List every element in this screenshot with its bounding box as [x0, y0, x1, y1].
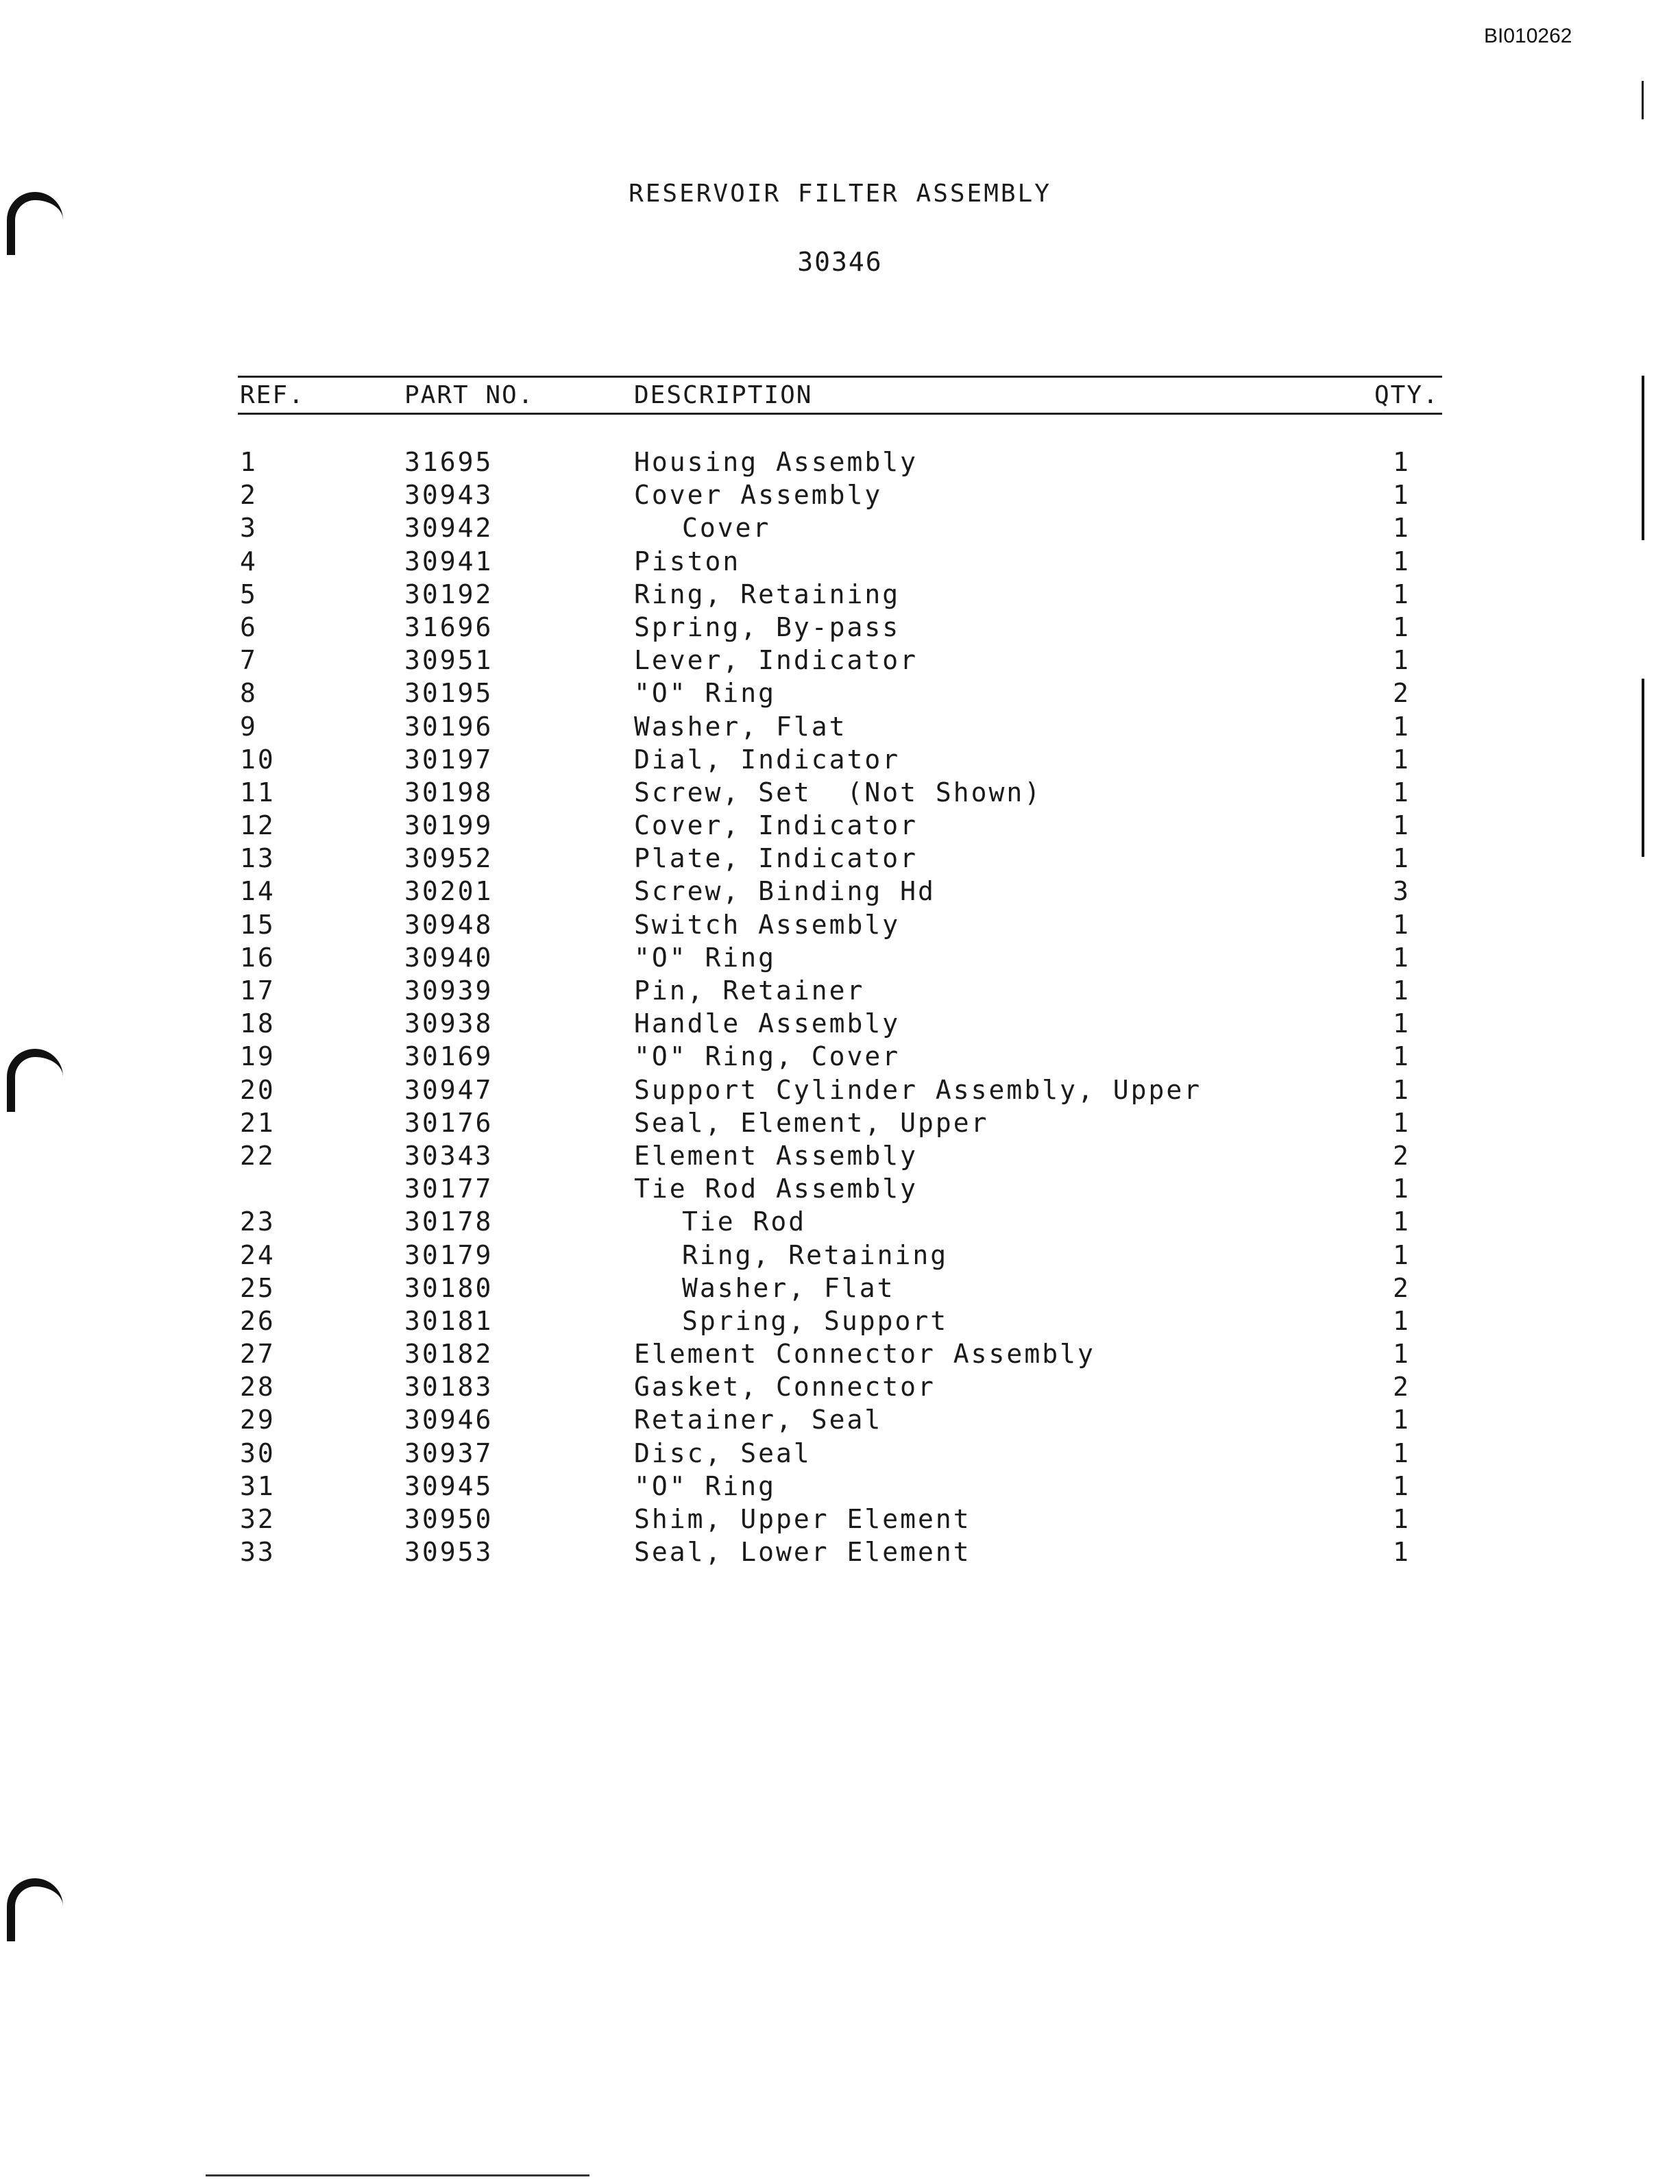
ref-cell: 27 — [240, 1339, 276, 1370]
description-cell: Washer, Flat — [634, 711, 847, 742]
qty-cell: 1 — [1393, 1437, 1411, 1468]
table-row — [0, 843, 1680, 876]
table-row — [0, 1008, 1680, 1041]
ref-cell: 12 — [240, 810, 276, 841]
ref-cell: 9 — [240, 711, 258, 742]
ref-cell: 19 — [240, 1041, 276, 1072]
qty-cell: 1 — [1393, 909, 1411, 940]
ref-cell: 3 — [240, 513, 258, 544]
qty-cell: 1 — [1393, 942, 1411, 973]
header-qty: QTY. — [1374, 381, 1439, 409]
table-row — [0, 975, 1680, 1008]
description-cell: "O" Ring, Cover — [634, 1041, 901, 1072]
qty-cell: 1 — [1393, 480, 1411, 511]
ref-cell: 20 — [240, 1074, 276, 1105]
description-cell: Switch Assembly — [634, 909, 901, 940]
description-cell: Plate, Indicator — [634, 843, 918, 874]
qty-cell: 1 — [1393, 1239, 1411, 1270]
table-row — [0, 513, 1680, 546]
table-row — [0, 1471, 1680, 1504]
part-no-cell: 30169 — [404, 1041, 494, 1072]
table-row — [0, 1438, 1680, 1471]
page-title: RESERVOIR FILTER ASSEMBLY — [629, 180, 1051, 208]
part-no-cell: 30951 — [404, 645, 494, 676]
ref-cell: 33 — [240, 1537, 276, 1568]
table-row — [0, 1206, 1680, 1239]
part-no-cell: 30181 — [404, 1305, 494, 1336]
part-no-cell: 30941 — [404, 546, 494, 577]
description-cell: "O" Ring — [634, 678, 777, 709]
description-cell: Shim, Upper Element — [634, 1504, 971, 1534]
description-cell: Screw, Set (Not Shown) — [634, 777, 1043, 808]
qty-cell: 1 — [1393, 744, 1411, 775]
ref-cell: 29 — [240, 1405, 276, 1435]
table-row — [0, 876, 1680, 909]
description-cell: Cover Assembly — [634, 480, 883, 511]
ref-cell: 23 — [240, 1206, 276, 1237]
part-no-cell: 31696 — [404, 611, 494, 642]
description-cell: "O" Ring — [634, 1470, 777, 1501]
ref-cell: 7 — [240, 645, 258, 676]
binder-hole-bottom — [7, 1878, 63, 1941]
qty-cell: 1 — [1393, 546, 1411, 577]
ref-cell: 22 — [240, 1140, 276, 1171]
table-row — [0, 579, 1680, 612]
table-row — [0, 1504, 1680, 1537]
description-cell: Ring, Retaining — [634, 579, 901, 609]
ref-cell: 26 — [240, 1305, 276, 1336]
description-cell: Element Assembly — [634, 1140, 918, 1171]
qty-cell: 1 — [1393, 1339, 1411, 1370]
table-row — [0, 1075, 1680, 1108]
table-row — [0, 943, 1680, 975]
table-row — [0, 910, 1680, 943]
ref-cell: 15 — [240, 909, 276, 940]
assembly-number: 30346 — [797, 247, 883, 277]
table-row — [0, 1240, 1680, 1273]
table-row — [0, 1273, 1680, 1306]
description-cell: "O" Ring — [634, 942, 777, 973]
qty-cell: 1 — [1393, 579, 1411, 609]
ref-cell: 11 — [240, 777, 276, 808]
table-row — [0, 1108, 1680, 1141]
description-cell: Disc, Seal — [634, 1437, 812, 1468]
part-no-cell: 30198 — [404, 777, 494, 808]
ref-cell: 30 — [240, 1437, 276, 1468]
table-row — [0, 1537, 1680, 1570]
part-no-cell: 30945 — [404, 1470, 494, 1501]
table-row — [0, 447, 1680, 480]
table-row — [0, 546, 1680, 579]
part-no-cell: 30953 — [404, 1537, 494, 1568]
description-cell: Housing Assembly — [634, 447, 918, 477]
table-row — [0, 1141, 1680, 1174]
ref-cell: 32 — [240, 1504, 276, 1534]
description-cell: Element Connector Assembly — [634, 1339, 1095, 1370]
part-no-cell: 30177 — [404, 1174, 494, 1204]
description-cell: Ring, Retaining — [682, 1239, 949, 1270]
qty-cell: 1 — [1393, 777, 1411, 808]
qty-cell: 2 — [1393, 678, 1411, 709]
qty-cell: 1 — [1393, 1537, 1411, 1568]
description-cell: Seal, Lower Element — [634, 1537, 971, 1568]
part-no-cell: 30197 — [404, 744, 494, 775]
table-row — [0, 1306, 1680, 1339]
qty-cell: 1 — [1393, 1405, 1411, 1435]
qty-cell: 1 — [1393, 1107, 1411, 1138]
table-row — [0, 744, 1680, 777]
part-no-cell: 30946 — [404, 1405, 494, 1435]
description-cell: Handle Assembly — [634, 1008, 901, 1039]
description-cell: Dial, Indicator — [634, 744, 901, 775]
ref-cell: 5 — [240, 579, 258, 609]
ref-cell: 10 — [240, 744, 276, 775]
ref-cell: 13 — [240, 843, 276, 874]
part-no-cell: 30937 — [404, 1437, 494, 1468]
description-cell: Retainer, Seal — [634, 1405, 883, 1435]
header-description: DESCRIPTION — [634, 381, 813, 409]
ref-cell: 24 — [240, 1239, 276, 1270]
qty-cell: 1 — [1393, 645, 1411, 676]
ref-cell: 6 — [240, 611, 258, 642]
footer-line — [206, 2174, 589, 2176]
part-no-cell: 30182 — [404, 1339, 494, 1370]
description-cell: Tie Rod Assembly — [634, 1174, 918, 1204]
qty-cell: 1 — [1393, 1174, 1411, 1204]
ref-cell: 21 — [240, 1107, 276, 1138]
part-no-cell: 30942 — [404, 513, 494, 544]
table-row — [0, 777, 1680, 810]
header-ref: REF. — [240, 381, 305, 409]
part-no-cell: 30343 — [404, 1140, 494, 1171]
table-row — [0, 645, 1680, 678]
qty-cell: 1 — [1393, 1305, 1411, 1336]
table-row — [0, 1339, 1680, 1372]
description-cell: Spring, Support — [682, 1305, 949, 1336]
part-no-cell: 30943 — [404, 480, 494, 511]
qty-cell: 2 — [1393, 1272, 1411, 1303]
qty-cell: 1 — [1393, 810, 1411, 841]
qty-cell: 1 — [1393, 1504, 1411, 1534]
description-cell: Seal, Element, Upper — [634, 1107, 989, 1138]
ref-cell: 16 — [240, 942, 276, 973]
part-no-cell: 30950 — [404, 1504, 494, 1534]
qty-cell: 1 — [1393, 447, 1411, 477]
part-no-cell: 30938 — [404, 1008, 494, 1039]
ref-cell: 18 — [240, 1008, 276, 1039]
part-no-cell: 30192 — [404, 579, 494, 609]
table-row — [0, 1405, 1680, 1437]
part-no-cell: 30178 — [404, 1206, 494, 1237]
part-no-cell: 30948 — [404, 909, 494, 940]
table-row — [0, 1041, 1680, 1074]
ref-cell: 25 — [240, 1272, 276, 1303]
qty-cell: 1 — [1393, 513, 1411, 544]
table-row — [0, 480, 1680, 513]
description-cell: Washer, Flat — [682, 1272, 895, 1303]
ref-cell: 14 — [240, 876, 276, 907]
part-no-cell: 30947 — [404, 1074, 494, 1105]
qty-cell: 3 — [1393, 876, 1411, 907]
part-no-cell: 30180 — [404, 1272, 494, 1303]
part-no-cell: 31695 — [404, 447, 494, 477]
qty-cell: 1 — [1393, 1206, 1411, 1237]
qty-cell: 1 — [1393, 843, 1411, 874]
header-part-no: PART NO. — [404, 381, 535, 409]
ref-cell: 4 — [240, 546, 258, 577]
table-row — [0, 1174, 1680, 1206]
part-no-cell: 30196 — [404, 711, 494, 742]
qty-cell: 1 — [1393, 975, 1411, 1006]
part-no-cell: 30201 — [404, 876, 494, 907]
description-cell: Spring, By-pass — [634, 611, 901, 642]
parts-table — [0, 447, 1680, 1570]
ref-cell: 1 — [240, 447, 258, 477]
table-row — [0, 1372, 1680, 1405]
qty-cell: 2 — [1393, 1372, 1411, 1403]
table-row — [0, 810, 1680, 843]
description-cell: Piston — [634, 546, 741, 577]
ref-cell: 28 — [240, 1372, 276, 1403]
description-cell: Screw, Binding Hd — [634, 876, 936, 907]
part-no-cell: 30199 — [404, 810, 494, 841]
document-id: BI010262 — [1484, 25, 1572, 47]
part-no-cell: 30183 — [404, 1372, 494, 1403]
qty-cell: 1 — [1393, 1008, 1411, 1039]
table-row — [0, 712, 1680, 744]
table-row — [0, 678, 1680, 711]
qty-cell: 1 — [1393, 611, 1411, 642]
part-no-cell: 30939 — [404, 975, 494, 1006]
ref-cell: 2 — [240, 480, 258, 511]
description-cell: Lever, Indicator — [634, 645, 918, 676]
qty-cell: 1 — [1393, 1041, 1411, 1072]
qty-cell: 1 — [1393, 1074, 1411, 1105]
description-cell: Pin, Retainer — [634, 975, 865, 1006]
description-cell: Cover — [682, 513, 771, 544]
margin-mark — [1642, 81, 1644, 119]
ref-cell: 31 — [240, 1470, 276, 1501]
part-no-cell: 30176 — [404, 1107, 494, 1138]
header-top-rule — [238, 376, 1442, 378]
part-no-cell: 30179 — [404, 1239, 494, 1270]
table-row — [0, 612, 1680, 645]
qty-cell: 1 — [1393, 711, 1411, 742]
description-cell: Support Cylinder Assembly, Upper — [634, 1074, 1202, 1105]
ref-cell: 8 — [240, 678, 258, 709]
description-cell: Gasket, Connector — [634, 1372, 936, 1403]
part-no-cell: 30952 — [404, 843, 494, 874]
part-no-cell: 30195 — [404, 678, 494, 709]
header-bottom-rule — [238, 413, 1442, 415]
description-cell: Tie Rod — [682, 1206, 807, 1237]
qty-cell: 1 — [1393, 1470, 1411, 1501]
qty-cell: 2 — [1393, 1140, 1411, 1171]
ref-cell: 17 — [240, 975, 276, 1006]
description-cell: Cover, Indicator — [634, 810, 918, 841]
part-no-cell: 30940 — [404, 942, 494, 973]
